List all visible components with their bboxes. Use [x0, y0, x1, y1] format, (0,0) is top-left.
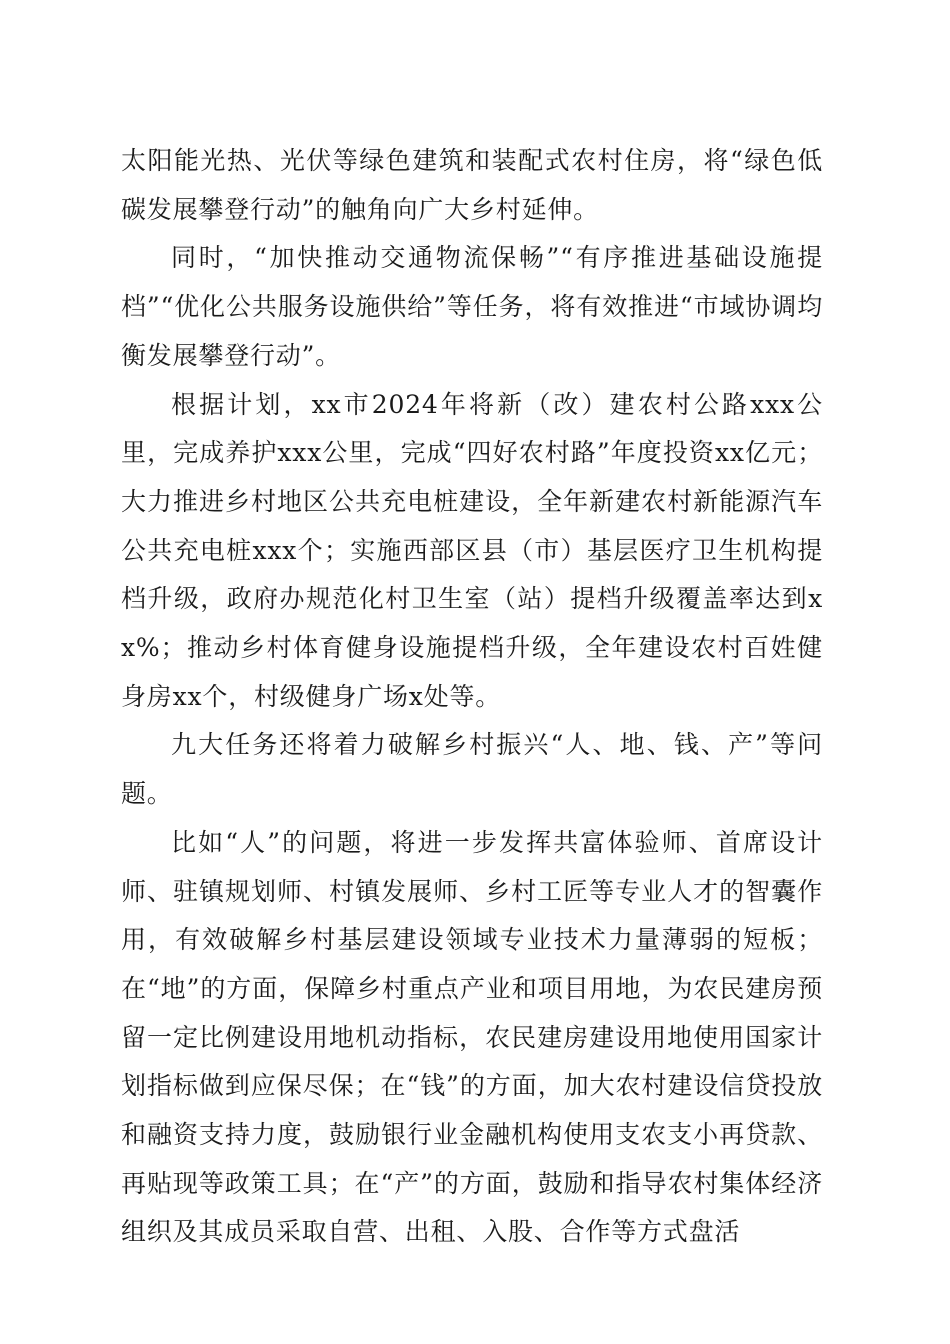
paragraph-transport-tasks: 同时，“加快推动交通物流保畅”“有序推进基础设施提档”“优化公共服务设施供给”等任务，将有效推进“市域协调均衡发展攀登行动”。 [121, 243, 823, 370]
paragraph-people-land-money-industry: 比如“人”的问题，将进一步发挥共富体验师、首席设计师、驻镇规划师、村镇发展师、乡村工匠等专业人才的智囊作用，有效破解乡村基层建设领域专业技术力量薄弱的短板；在“地”的方面，保障乡村重点产业和项目用地，为农民建房预留一定比例建设用地机动指标，农民建房建设用地使用国家计划指标做到应保尽保；在“钱”的方面，加大农村建设信贷投放和融资支持力度，鼓励银行业金融机构使用支农支小再贷款、再贴现等政策工具；在“产”的方面，鼓励和指导农村集体经济组织及其成员采取自营、出租、入股、合作等方式盘活 [121, 827, 823, 1247]
document-body [121, 137, 823, 1257]
paragraph-plan-targets: 根据计划，xx市2024年将新（改）建农村公路xxx公里，完成养护xxx公里，完成“四好农村路”年度投资xx亿元；大力推进乡村地区公共充电桩建设，全年新建农村新能源汽车公共充电桩xxx个；实施西部区县（市）基层医疗卫生机构提档升级，政府办规范化村卫生室（站）提档升级覆盖率达到xx%；推动乡村体育健身设施提档升级，全年建设农村百姓健身房xx个，村级健身广场x处等。 [121, 389, 823, 711]
paragraph-nine-tasks: 九大任务还将着力破解乡村振兴“人、地、钱、产”等问题。 [121, 730, 823, 809]
paragraph-continuation: 太阳能光热、光伏等绿色建筑和装配式农村住房，将“绿色低碳发展攀登行动”的触角向广大乡村延伸。 [121, 146, 823, 224]
